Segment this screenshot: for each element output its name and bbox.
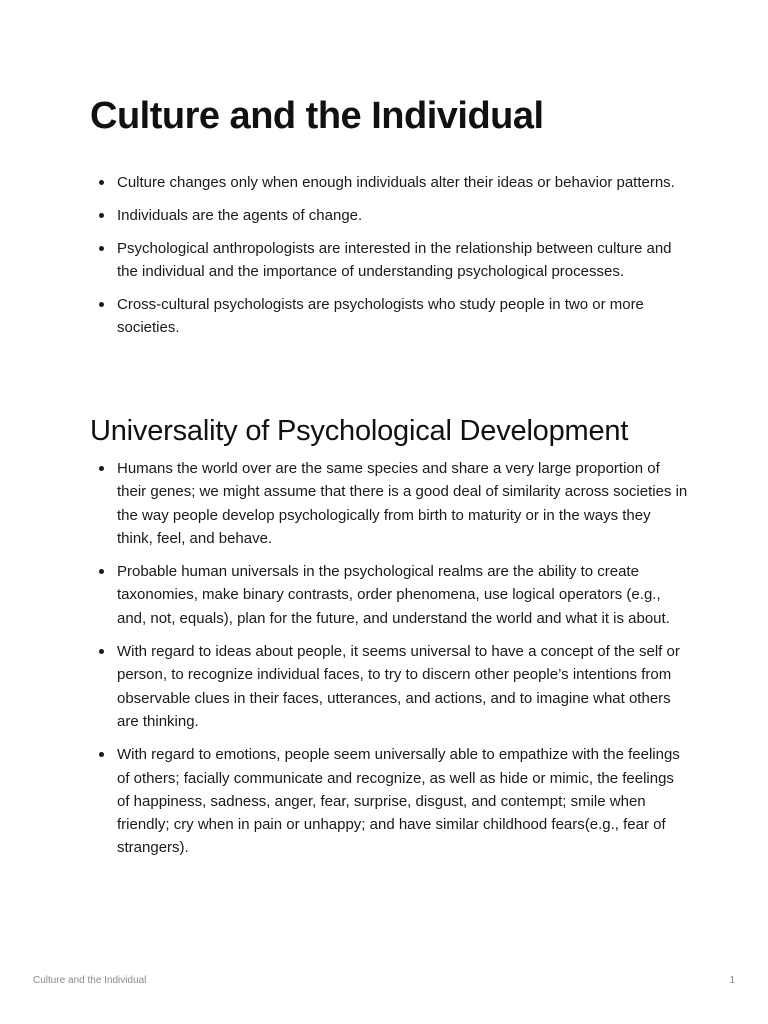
page-number: 1 bbox=[729, 975, 735, 986]
section-heading: Universality of Psychological Development bbox=[90, 415, 629, 447]
bullet-icon bbox=[99, 180, 104, 185]
list-item bbox=[90, 457, 690, 550]
list-item bbox=[90, 640, 690, 733]
list-item-text: Psychological anthropologists are interested in the relationship between culture and the individual and the importance of understanding psychological processes. bbox=[117, 239, 672, 280]
list-item-text: Humans the world over are the same species and share a very large proportion of their genes; we might assume that there is a good deal of similarity across societies in the way people develop psychologically from birth to maturity or in the ways they think, feel, and behave. bbox=[117, 460, 688, 547]
bullet-list-universality bbox=[90, 457, 690, 870]
bullet-icon bbox=[99, 302, 104, 307]
page-title: Culture and the Individual bbox=[90, 95, 544, 137]
bullet-icon bbox=[99, 752, 104, 757]
list-item-text: With regard to emotions, people seem universally able to empathize with the feelings of others; facially communicate and recognize, as well as hide or mimic, the feelings of happiness, sadness, anger, fear, surprise, disgust, and contempt; smile when friendly; cry when in pain or unhappy; and have similar childhood fears(e.g., fear of strangers). bbox=[117, 746, 680, 857]
footer-title: Culture and the Individual bbox=[33, 975, 147, 986]
list-item-text: Probable human universals in the psychological realms are the ability to create taxonomies, make binary contrasts, order phenomena, use logical operators (e.g., and, not, equals), plan for the future, and understand the world and what it is about. bbox=[117, 563, 670, 627]
list-item-text: With regard to ideas about people, it seems universal to have a concept of the self or person, to recognize individual faces, to try to discern other people’s intentions from observable clues in their faces, utterances, and actions, and to imagine what others are thinking. bbox=[117, 643, 680, 730]
list-item bbox=[90, 560, 690, 630]
bullet-icon bbox=[99, 569, 104, 574]
bullet-icon bbox=[99, 246, 104, 251]
list-item bbox=[90, 743, 690, 859]
list-item-text: Individuals are the agents of change. bbox=[117, 206, 363, 224]
list-item bbox=[90, 293, 690, 340]
document-page bbox=[90, 88, 690, 857]
bullet-icon bbox=[99, 466, 104, 471]
bullet-icon bbox=[99, 649, 104, 654]
bullet-list-culture bbox=[90, 171, 690, 349]
list-item bbox=[90, 237, 690, 284]
list-item-text: Culture changes only when enough individuals alter their ideas or behavior patterns. bbox=[117, 174, 675, 191]
list-item bbox=[90, 204, 690, 227]
list-item bbox=[90, 171, 690, 194]
bullet-icon bbox=[99, 213, 104, 218]
list-item-text: Cross-cultural psychologists are psychologists who study people in two or more societies. bbox=[117, 295, 644, 336]
